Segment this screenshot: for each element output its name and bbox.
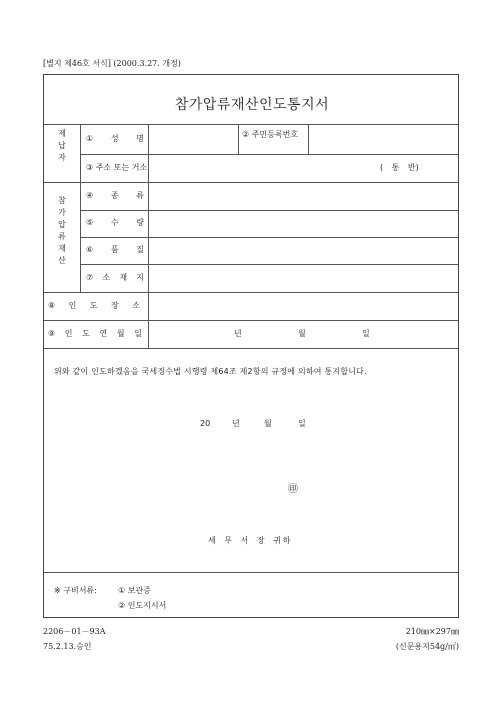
rule-title-bottom — [44, 124, 458, 125]
approval-date: 75.2.13.승인 — [43, 642, 92, 651]
handover-date-label: ⑨ 인 도 연 월 일 — [48, 329, 142, 338]
kind-label: ④ 종 류 — [86, 191, 144, 200]
rule-name-bottom — [80, 154, 458, 155]
rule-address-bottom — [44, 182, 458, 183]
addressee: 세 무 서 장 귀하 — [208, 536, 293, 545]
location-label: ⑦ 소 재 지 — [86, 273, 144, 282]
rule-place-bottom — [44, 320, 458, 321]
name-label: ① 성 명 — [86, 134, 144, 143]
tong-ban: ( 통 반) — [380, 163, 419, 172]
quality-label: ⑥ 품 질 — [86, 245, 144, 254]
rule-kind-bottom — [80, 210, 458, 211]
rule-label-divider — [148, 124, 149, 348]
rule-body-bottom — [44, 572, 458, 573]
sign-date-year: 년 — [232, 419, 240, 428]
recipient-group-label: 제 납 자 — [58, 129, 66, 162]
form-title: 참가압류재산인도통지서 — [174, 97, 330, 113]
attachment-item: ① 보관증 — [118, 586, 151, 595]
rule-resident-divider — [308, 124, 309, 154]
rule-name-divider — [238, 124, 239, 154]
sign-date-month: 월 — [264, 419, 272, 428]
form-code: 2206－01－93A — [43, 627, 106, 636]
rule-quantity-bottom — [80, 237, 458, 238]
resident-number-label: ② 주민등록번호 — [242, 130, 299, 139]
rule-group-divider — [80, 124, 81, 292]
notice-body-text: 위와 같이 인도하겠음을 국세징수법 시행령 제64조 제2항의 규정에 의하여 통지합니다. — [54, 367, 367, 376]
rule-property-bottom — [44, 292, 458, 293]
address-label: ③ 주소 또는 거소 — [86, 163, 148, 172]
handover-place-label: ⑧ 인 도 장 소 — [48, 301, 140, 310]
handover-month: 월 — [298, 329, 306, 338]
rule-quality-bottom — [80, 264, 458, 265]
sign-date-prefix: 20 — [200, 419, 211, 428]
seal-mark: ㊞ — [288, 484, 298, 495]
form-reference: [별지 제46호 서식] (2000.3.27. 개정) — [43, 59, 181, 68]
handover-year: 년 — [234, 329, 242, 338]
quantity-label: ⑤ 수 량 — [86, 218, 144, 227]
paper-spec: (신문용지54g/㎡) — [395, 642, 459, 651]
notice-form — [43, 74, 459, 618]
attachment-item: ② 인도지시서 — [118, 601, 167, 610]
sign-date-day: 일 — [298, 419, 306, 428]
rule-date-bottom — [44, 348, 458, 349]
paper-size: 210㎜×297㎜ — [405, 627, 459, 636]
attachments-label: ※ 구비서류: — [54, 586, 97, 595]
property-group-label: 참 가 압 류 재 산 — [58, 196, 66, 265]
handover-day: 일 — [362, 329, 370, 338]
